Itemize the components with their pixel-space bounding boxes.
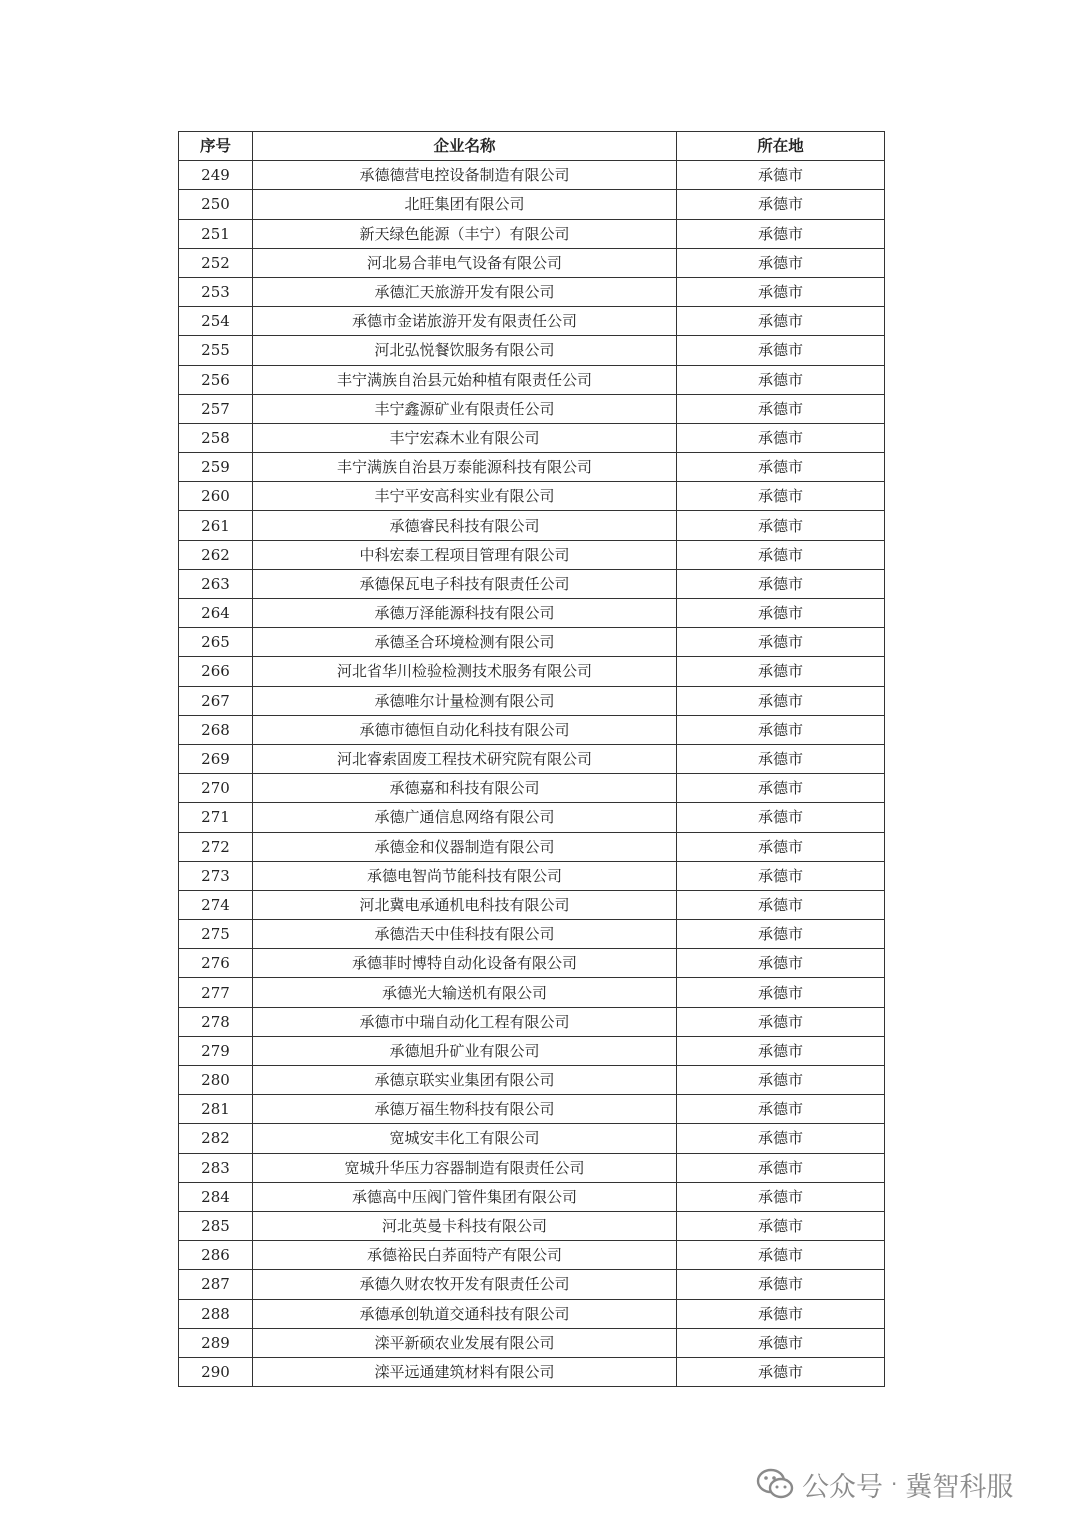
watermark-label: 公众号 <box>802 1471 883 1503</box>
cell-location: 承德市 <box>677 161 885 190</box>
table-row <box>179 569 885 598</box>
cell-location: 承德市 <box>677 803 885 832</box>
table-row <box>179 219 885 248</box>
cell-location: 承德市 <box>677 949 885 978</box>
cell-company-name: 承德市德恒自动化科技有限公司 <box>253 715 677 744</box>
cell-company-name: 中科宏泰工程项目管理有限公司 <box>253 540 677 569</box>
watermark-separator: · <box>891 1472 898 1496</box>
cell-company-name: 承德电智尚节能科技有限公司 <box>253 861 677 890</box>
table-row <box>179 1211 885 1240</box>
cell-location: 承德市 <box>677 336 885 365</box>
cell-company-name: 河北易合菲电气设备有限公司 <box>253 248 677 277</box>
cell-company-name: 宽城升华压力容器制造有限责任公司 <box>253 1153 677 1182</box>
table-row <box>179 190 885 219</box>
cell-location: 承德市 <box>677 861 885 890</box>
cell-index: 267 <box>179 686 253 715</box>
table-row <box>179 161 885 190</box>
table-row <box>179 774 885 803</box>
table-row <box>179 423 885 452</box>
cell-location: 承德市 <box>677 657 885 686</box>
cell-company-name: 承德德营电控设备制造有限公司 <box>253 161 677 190</box>
cell-company-name: 承德万福生物科技有限公司 <box>253 1095 677 1124</box>
cell-index: 276 <box>179 949 253 978</box>
cell-company-name: 承德市中瑞自动化工程有限公司 <box>253 1007 677 1036</box>
cell-location: 承德市 <box>677 744 885 773</box>
cell-location: 承德市 <box>677 248 885 277</box>
table-row <box>179 1153 885 1182</box>
cell-index: 251 <box>179 219 253 248</box>
table-row <box>179 1066 885 1095</box>
cell-location: 承德市 <box>677 219 885 248</box>
cell-index: 278 <box>179 1007 253 1036</box>
cell-company-name: 河北英曼卡科技有限公司 <box>253 1211 677 1240</box>
cell-location: 承德市 <box>677 1299 885 1328</box>
table-row <box>179 248 885 277</box>
table-row <box>179 949 885 978</box>
table-row <box>179 482 885 511</box>
cell-index: 271 <box>179 803 253 832</box>
cell-company-name: 北旺集团有限公司 <box>253 190 677 219</box>
cell-location: 承德市 <box>677 1328 885 1357</box>
cell-index: 250 <box>179 190 253 219</box>
table-row <box>179 978 885 1007</box>
cell-company-name: 承德承创轨道交通科技有限公司 <box>253 1299 677 1328</box>
cell-company-name: 承德圣合环境检测有限公司 <box>253 628 677 657</box>
cell-location: 承德市 <box>677 1095 885 1124</box>
cell-location: 承德市 <box>677 453 885 482</box>
table-row <box>179 744 885 773</box>
cell-location: 承德市 <box>677 1357 885 1386</box>
cell-index: 287 <box>179 1270 253 1299</box>
cell-company-name: 丰宁宏森木业有限公司 <box>253 423 677 452</box>
cell-location: 承德市 <box>677 832 885 861</box>
cell-company-name: 承德保瓦电子科技有限责任公司 <box>253 569 677 598</box>
cell-index: 282 <box>179 1124 253 1153</box>
cell-company-name: 宽城安丰化工有限公司 <box>253 1124 677 1153</box>
cell-location: 承德市 <box>677 482 885 511</box>
cell-location: 承德市 <box>677 1211 885 1240</box>
cell-location: 承德市 <box>677 686 885 715</box>
cell-index: 254 <box>179 307 253 336</box>
cell-index: 263 <box>179 569 253 598</box>
cell-index: 265 <box>179 628 253 657</box>
table-row <box>179 861 885 890</box>
cell-index: 289 <box>179 1328 253 1357</box>
table-body <box>179 161 885 1387</box>
table-row <box>179 1241 885 1270</box>
watermark-account: 冀智科服 <box>905 1471 1014 1503</box>
cell-index: 279 <box>179 1036 253 1065</box>
table-row <box>179 628 885 657</box>
cell-index: 284 <box>179 1182 253 1211</box>
cell-index: 281 <box>179 1095 253 1124</box>
cell-index: 290 <box>179 1357 253 1386</box>
cell-location: 承德市 <box>677 365 885 394</box>
cell-location: 承德市 <box>677 978 885 1007</box>
wechat-icon <box>756 1468 794 1500</box>
cell-location: 承德市 <box>677 890 885 919</box>
table-row <box>179 1328 885 1357</box>
table-row <box>179 1299 885 1328</box>
cell-location: 承德市 <box>677 599 885 628</box>
cell-index: 252 <box>179 248 253 277</box>
cell-index: 257 <box>179 394 253 423</box>
cell-location: 承德市 <box>677 394 885 423</box>
cell-index: 255 <box>179 336 253 365</box>
header-company-name: 企业名称 <box>253 132 677 161</box>
cell-company-name: 河北冀电承通机电科技有限公司 <box>253 890 677 919</box>
cell-company-name: 承德裕民白荞面特产有限公司 <box>253 1241 677 1270</box>
cell-index: 270 <box>179 774 253 803</box>
cell-company-name: 承德金和仪器制造有限公司 <box>253 832 677 861</box>
cell-company-name: 承德唯尔计量检测有限公司 <box>253 686 677 715</box>
cell-index: 256 <box>179 365 253 394</box>
cell-company-name: 承德汇天旅游开发有限公司 <box>253 277 677 306</box>
table-row <box>179 686 885 715</box>
cell-location: 承德市 <box>677 1066 885 1095</box>
cell-company-name: 承德高中压阀门管件集团有限公司 <box>253 1182 677 1211</box>
cell-company-name: 承德旭升矿业有限公司 <box>253 1036 677 1065</box>
table-header <box>179 132 885 161</box>
cell-index: 262 <box>179 540 253 569</box>
cell-location: 承德市 <box>677 569 885 598</box>
cell-index: 274 <box>179 890 253 919</box>
cell-company-name: 承德京联实业集团有限公司 <box>253 1066 677 1095</box>
table-row <box>179 715 885 744</box>
cell-location: 承德市 <box>677 511 885 540</box>
cell-location: 承德市 <box>677 1007 885 1036</box>
cell-index: 260 <box>179 482 253 511</box>
table-row <box>179 365 885 394</box>
cell-company-name: 承德市金诺旅游开发有限责任公司 <box>253 307 677 336</box>
table-row <box>179 1007 885 1036</box>
table-row <box>179 920 885 949</box>
cell-index: 249 <box>179 161 253 190</box>
cell-company-name: 河北睿索固废工程技术研究院有限公司 <box>253 744 677 773</box>
table-row <box>179 803 885 832</box>
table-row <box>179 453 885 482</box>
cell-location: 承德市 <box>677 1036 885 1065</box>
cell-location: 承德市 <box>677 920 885 949</box>
header-index: 序号 <box>179 132 253 161</box>
cell-index: 268 <box>179 715 253 744</box>
table-row <box>179 599 885 628</box>
cell-company-name: 承德睿民科技有限公司 <box>253 511 677 540</box>
cell-location: 承德市 <box>677 1124 885 1153</box>
cell-location: 承德市 <box>677 1153 885 1182</box>
cell-index: 288 <box>179 1299 253 1328</box>
table-row <box>179 1270 885 1299</box>
cell-index: 286 <box>179 1241 253 1270</box>
table-row <box>179 890 885 919</box>
table-row <box>179 1182 885 1211</box>
table-row <box>179 540 885 569</box>
cell-index: 277 <box>179 978 253 1007</box>
cell-index: 258 <box>179 423 253 452</box>
cell-company-name: 河北弘悦餐饮服务有限公司 <box>253 336 677 365</box>
enterprise-table <box>178 131 885 1387</box>
cell-index: 261 <box>179 511 253 540</box>
cell-location: 承德市 <box>677 1241 885 1270</box>
cell-index: 253 <box>179 277 253 306</box>
table-row <box>179 277 885 306</box>
cell-company-name: 承德浩天中佳科技有限公司 <box>253 920 677 949</box>
table-row <box>179 1357 885 1386</box>
cell-index: 275 <box>179 920 253 949</box>
table-row <box>179 657 885 686</box>
cell-index: 269 <box>179 744 253 773</box>
table-row <box>179 1095 885 1124</box>
header-row <box>179 132 885 161</box>
cell-company-name: 承德广通信息网络有限公司 <box>253 803 677 832</box>
table-row <box>179 832 885 861</box>
cell-index: 259 <box>179 453 253 482</box>
watermark <box>756 1462 1013 1506</box>
cell-location: 承德市 <box>677 307 885 336</box>
cell-company-name: 承德嘉和科技有限公司 <box>253 774 677 803</box>
cell-location: 承德市 <box>677 277 885 306</box>
table-row <box>179 1036 885 1065</box>
table-row <box>179 307 885 336</box>
table-row <box>179 1124 885 1153</box>
cell-location: 承德市 <box>677 423 885 452</box>
table-row <box>179 394 885 423</box>
cell-index: 272 <box>179 832 253 861</box>
cell-location: 承德市 <box>677 715 885 744</box>
cell-company-name: 承德菲时博特自动化设备有限公司 <box>253 949 677 978</box>
cell-index: 266 <box>179 657 253 686</box>
cell-index: 273 <box>179 861 253 890</box>
cell-company-name: 滦平新硕农业发展有限公司 <box>253 1328 677 1357</box>
cell-location: 承德市 <box>677 1270 885 1299</box>
cell-location: 承德市 <box>677 628 885 657</box>
cell-company-name: 承德光大输送机有限公司 <box>253 978 677 1007</box>
cell-company-name: 承德久财农牧开发有限责任公司 <box>253 1270 677 1299</box>
table-row <box>179 336 885 365</box>
cell-index: 285 <box>179 1211 253 1240</box>
cell-company-name: 丰宁满族自治县万泰能源科技有限公司 <box>253 453 677 482</box>
cell-company-name: 河北省华川检验检测技术服务有限公司 <box>253 657 677 686</box>
cell-index: 264 <box>179 599 253 628</box>
cell-company-name: 丰宁平安高科实业有限公司 <box>253 482 677 511</box>
cell-location: 承德市 <box>677 190 885 219</box>
cell-company-name: 承德万泽能源科技有限公司 <box>253 599 677 628</box>
cell-company-name: 新天绿色能源（丰宁）有限公司 <box>253 219 677 248</box>
cell-location: 承德市 <box>677 540 885 569</box>
header-location: 所在地 <box>677 132 885 161</box>
cell-company-name: 丰宁鑫源矿业有限责任公司 <box>253 394 677 423</box>
cell-location: 承德市 <box>677 1182 885 1211</box>
cell-company-name: 滦平远通建筑材料有限公司 <box>253 1357 677 1386</box>
cell-index: 280 <box>179 1066 253 1095</box>
cell-company-name: 丰宁满族自治县元始种植有限责任公司 <box>253 365 677 394</box>
cell-index: 283 <box>179 1153 253 1182</box>
table-row <box>179 511 885 540</box>
cell-location: 承德市 <box>677 774 885 803</box>
